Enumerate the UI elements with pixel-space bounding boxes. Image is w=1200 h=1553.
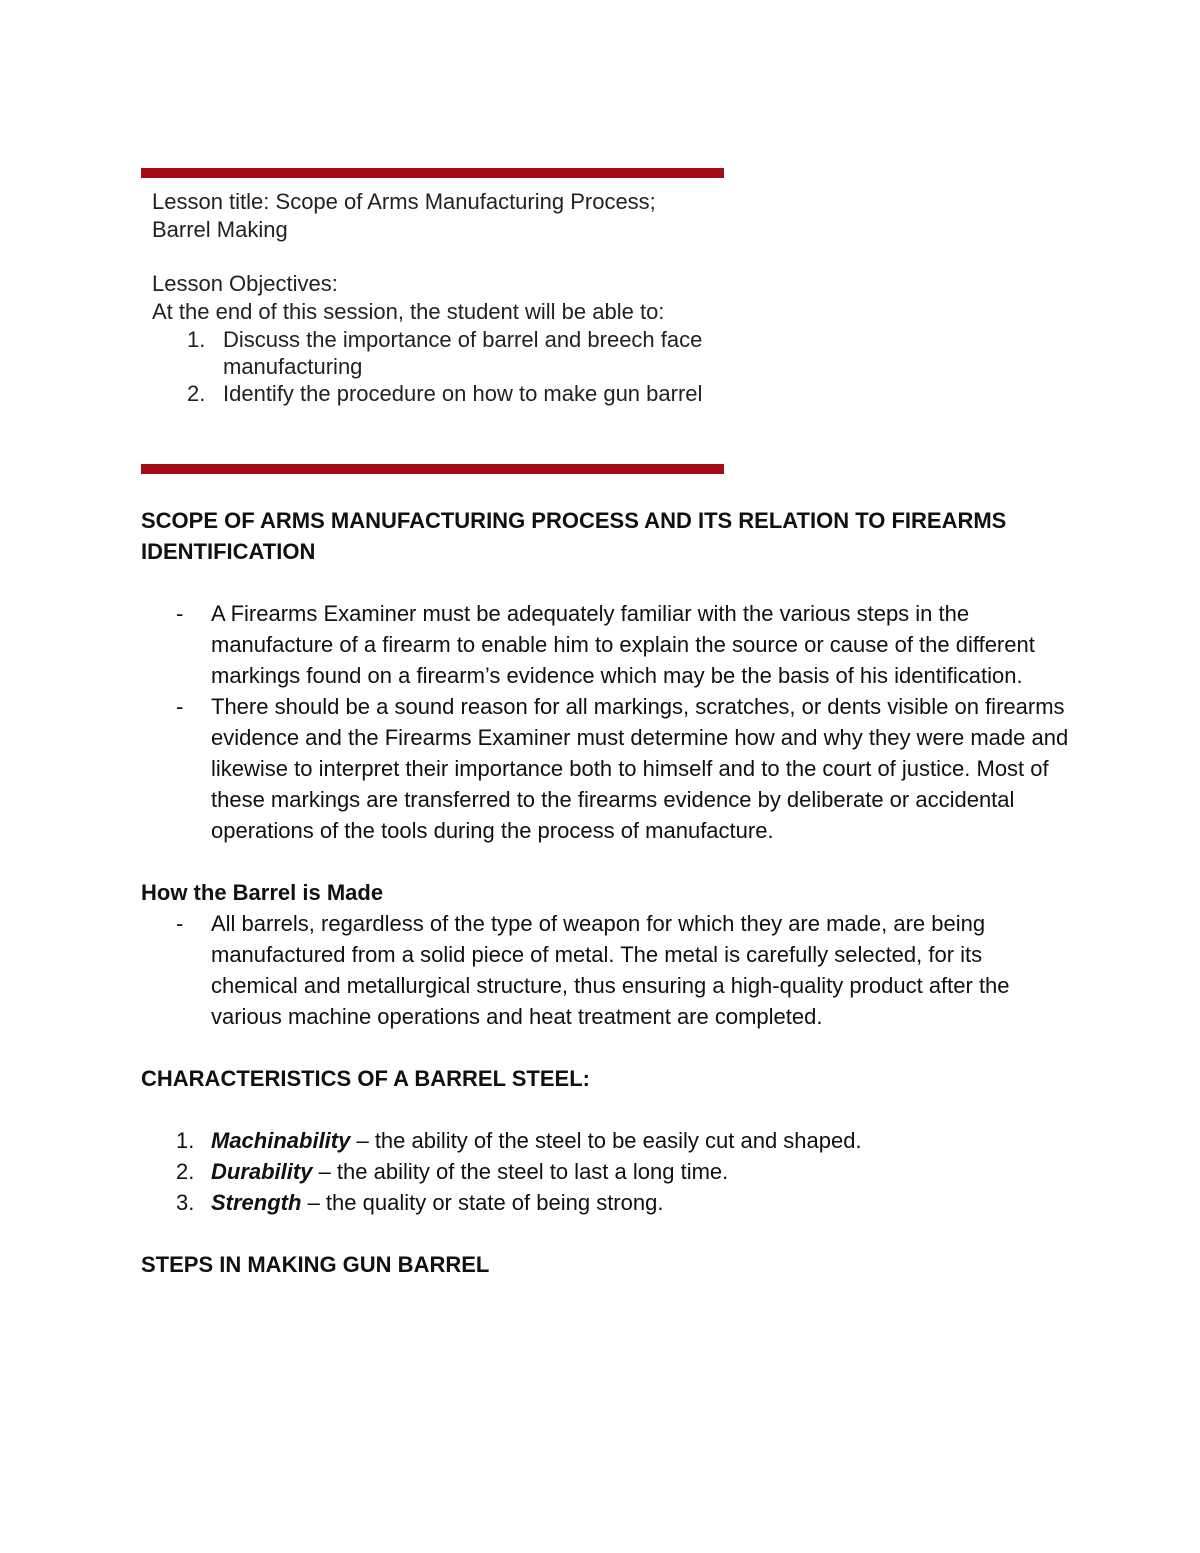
list-item — [141, 598, 1071, 691]
objective-item — [152, 380, 712, 407]
item-number: 3. — [176, 1190, 195, 1215]
objective-number: 1. — [187, 327, 206, 352]
scope-bullet-list — [141, 598, 1071, 846]
list-item — [141, 1125, 1071, 1156]
list-item-text: There should be a sound reason for all markings, scratches, or dents visible on firearms evidence and the Firearms Examiner must determine how and why they were made and likewise to interpret their importance both to himself and to the court of justice. Most of these markings are transferred to the firearms evidence by deliberate or accidental operations of the tools during the process of manufacture. — [211, 694, 1069, 843]
spacer — [141, 1032, 1071, 1063]
objective-number: 2. — [187, 381, 206, 406]
lesson-title-line1: Lesson title: Scope of Arms Manufacturing Process; — [152, 189, 656, 214]
objective-text: Identify the procedure on how to make gun barrel — [223, 381, 703, 406]
main-content — [141, 505, 1071, 1280]
term: Strength — [211, 1190, 302, 1215]
dash-marker: - — [176, 911, 184, 936]
dash-marker: - — [176, 694, 184, 719]
bottom-red-rule — [141, 464, 724, 474]
barrel-bullet-list — [141, 908, 1071, 1032]
section-heading-characteristics: CHARACTERISTICS OF A BARREL STEEL: — [141, 1066, 590, 1091]
list-item — [141, 1187, 1071, 1218]
list-item-text: A Firearms Examiner must be adequately familiar with the various steps in the manufacture of a firearm to enable him to explain the source or cause of the different markings found on a firearm’s evidence which may be the basis of his identification. — [211, 601, 1035, 688]
term: Machinability — [211, 1128, 351, 1153]
list-item-text: All barrels, regardless of the type of weapon for which they are made, are being manufactured from a solid piece of metal. The metal is carefully selected, for its chemical and metallurgical structure, thus ensuring a high-quality product after the various machine operations and heat treatment are completed. — [211, 911, 1010, 1029]
definition: – the ability of the steel to be easily cut and shaped. — [350, 1128, 862, 1153]
item-number: 1. — [176, 1128, 195, 1153]
objectives-heading: Lesson Objectives: — [152, 271, 338, 296]
dash-marker: - — [176, 601, 184, 626]
section-heading-barrel: How the Barrel is Made — [141, 880, 384, 905]
spacer — [141, 1094, 1071, 1125]
objectives-list — [152, 326, 712, 407]
section-heading-scope: SCOPE OF ARMS MANUFACTURING PROCESS AND ITS RELATION TO FIREARMS IDENTIFICATION — [141, 508, 1007, 564]
spacer — [141, 567, 1071, 598]
objectives-intro: At the end of this session, the student will be able to: — [152, 299, 665, 324]
lesson-box — [152, 188, 712, 407]
definition: – the ability of the steel to last a long time. — [312, 1159, 729, 1184]
term: Durability — [211, 1159, 313, 1184]
spacer — [141, 846, 1071, 877]
objective-item — [152, 326, 712, 380]
list-item — [141, 908, 1071, 1032]
list-item — [141, 1156, 1071, 1187]
definition: – the quality or state of being strong. — [301, 1190, 664, 1215]
item-number: 2. — [176, 1159, 195, 1184]
top-red-rule — [141, 168, 724, 178]
section-heading-steps: STEPS IN MAKING GUN BARREL — [141, 1252, 490, 1277]
spacer — [141, 1218, 1071, 1249]
list-item — [141, 691, 1071, 846]
lesson-title-line2: Barrel Making — [152, 217, 288, 242]
characteristics-list — [141, 1125, 1071, 1218]
objective-text: Discuss the importance of barrel and breech face manufacturing — [223, 327, 703, 379]
spacer — [152, 244, 712, 270]
